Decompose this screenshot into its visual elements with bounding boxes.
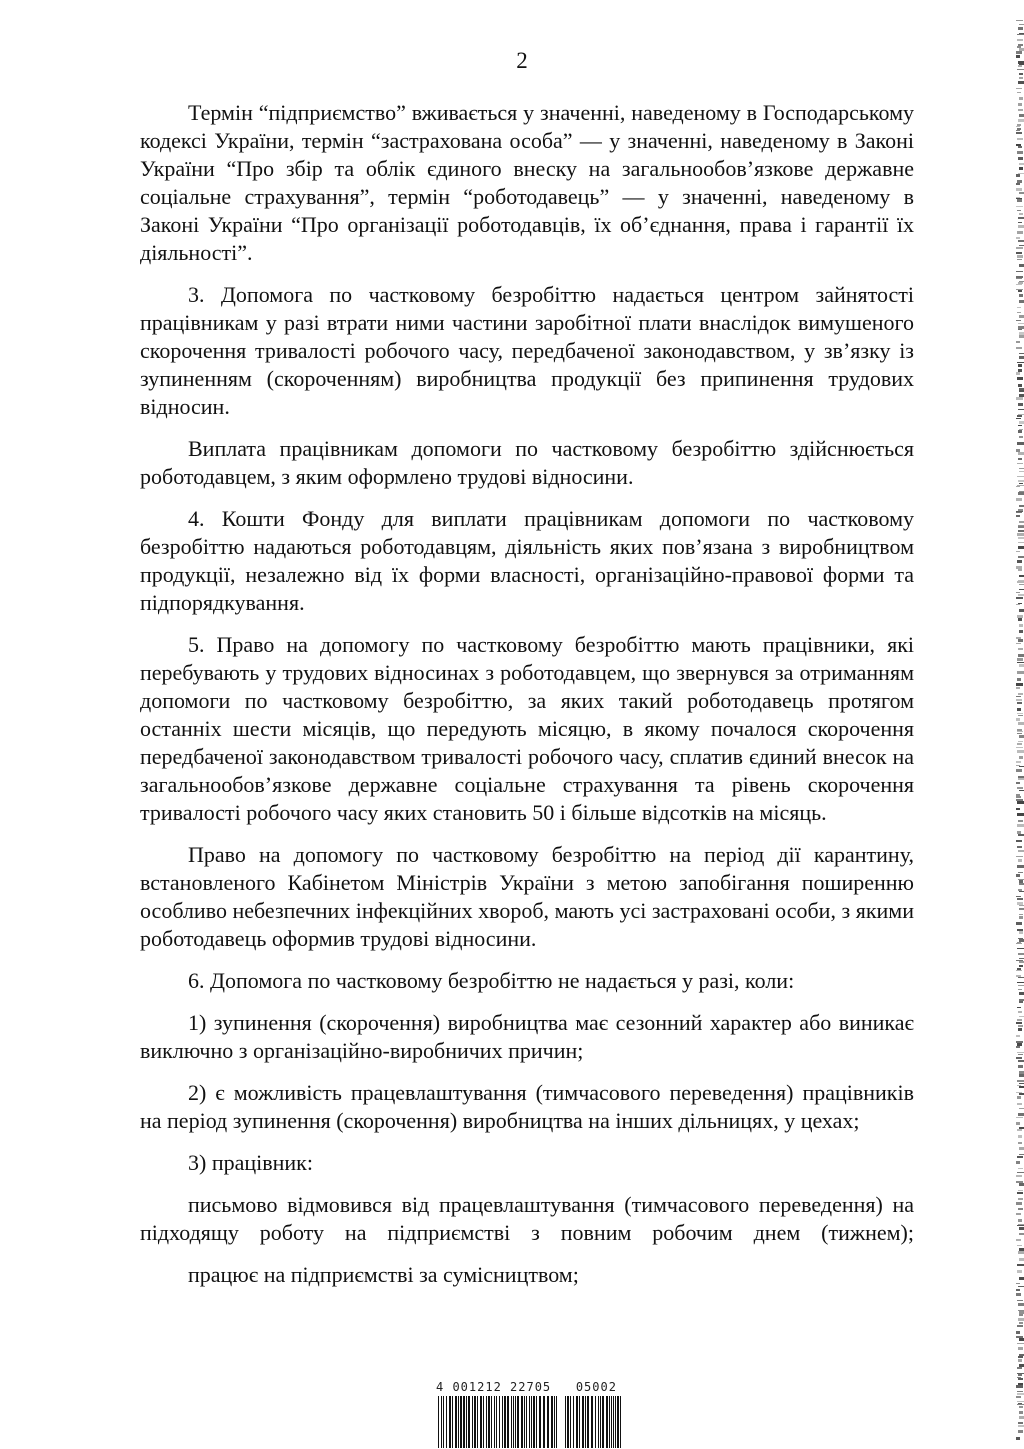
page-number: 2: [516, 48, 528, 73]
paragraph-6: 6. Допомога по частковому безробіттю не надається у разі, коли:: [188, 968, 795, 993]
paragraph-3: 3. Допомога по частковому безробіттю надається центром зайнятості працівникам у разі втрати ними частини заробітної плати внаслідок вимушеного скорочення тривалості робочого часу, передбаченої законодавством, у зв’язку із зупиненням (скороченням) виробництва продукції без припинення трудових відносин.: [140, 282, 914, 419]
paragraph-6-item-3-refused: письмово відмовився від працевлаштування (тимчасового переведення) на підходящу роботу на підприємстві з повним робочим днем (тижнем);: [140, 1192, 914, 1245]
paragraph-definitions: Термін “підприємство” вживається у значенні, наведеному в Господарському кодексі України, термін “застрахована особа” — у значенні, наведеному в Законі України “Про збір та облік єдиного внеску на загальнообов’язкове державне соціальне страхування”, термін “роботодавець” — у значенні, наведеному в Законі України “Про організації роботодавців, їх об’єднання, права і гарантії їх діяльності”.: [140, 100, 914, 265]
barcode-number: 4 001212 22705 05002: [436, 1380, 617, 1394]
barcode: [436, 1380, 636, 1448]
document-body: [140, 99, 914, 1303]
paragraph-6-item-1: 1) зупинення (скорочення) виробництва має сезонний характер або виникає виключно з організаційно-виробничих причин;: [140, 1010, 914, 1063]
paragraph-5: 5. Право на допомогу по частковому безробіттю мають працівники, які перебувають у трудових відносинах з роботодавцем, що звернувся за отриманням допомоги по частковому безробіттю, за яких такий роботодавець протягом останніх шести місяців, що передують місяцю, в якому почалося скорочення передбаченої законодавством тривалості робочого часу, сплатив єдиний внесок на загальнообов’язкове державне соціальне страхування та рівень скорочення тривалості робочого часу яких становить 50 і більше відсотків на місяць.: [140, 632, 914, 825]
paragraph-5-quarantine: Право на допомогу по частковому безробіттю на період дії карантину, встановленого Кабінетом Міністрів України з метою запобігання поширенню особливо небезпечних інфекційних хвороб, мають усі застраховані особи, з якими роботодавець оформив трудові відносини.: [140, 842, 914, 951]
paragraph-6-item-2: 2) є можливість працевлаштування (тимчасового переведення) працівників на період зупинення (скорочення) виробництва на інших дільницях, у цехах;: [140, 1080, 914, 1133]
scan-edge-artifact: [1012, 0, 1024, 1449]
paragraph-3-payment: Виплата працівникам допомоги по частковому безробіттю здійснюється роботодавцем, з яким оформлено трудові відносини.: [140, 436, 914, 489]
paragraph-6-item-3: 3) працівник:: [188, 1150, 313, 1175]
paragraph-6-item-3-parttime: працює на підприємстві за сумісництвом;: [188, 1262, 579, 1287]
paragraph-4: 4. Кошти Фонду для виплати працівникам допомоги по частковому безробіттю надаються роботодавцям, діяльність яких пов’язана з виробництвом продукції, незалежно від їх форми власності, організаційно-правової форми та підпорядкування.: [140, 506, 914, 615]
barcode-bars: [436, 1396, 626, 1448]
